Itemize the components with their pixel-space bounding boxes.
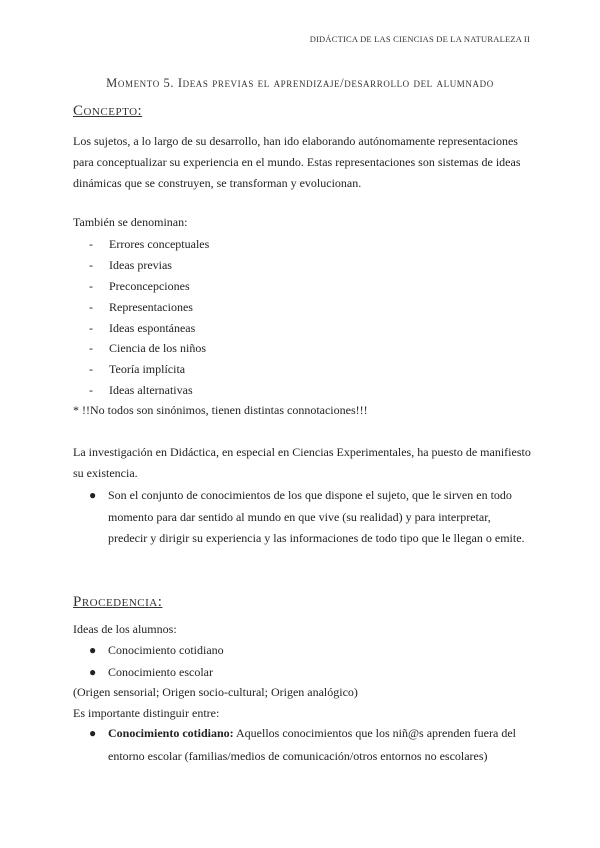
list-item: - Ideas alternativas bbox=[89, 383, 193, 398]
concepto-paragraph: Los sujetos, a lo largo de su desarrollo, han ido elaborando autónomamente representaciones para conceptualizar su experiencia en el mundo. Estas representaciones son sistemas de ideas dinámicas que se construyen, se transforman y evolucionan. bbox=[73, 134, 521, 190]
ideas-intro: Ideas de los alumnos: bbox=[73, 622, 177, 636]
list-item: - Teoría implícita bbox=[89, 362, 186, 377]
term-label: Conocimiento cotidiano: bbox=[108, 726, 234, 740]
synonyms-list bbox=[89, 234, 209, 401]
distinguish-intro: Es importante distinguir entre: bbox=[73, 706, 220, 720]
list-item: - Ciencia de los niños bbox=[89, 341, 206, 356]
term-definition-bullet bbox=[89, 722, 529, 768]
definition-text: Son el conjunto de conocimientos de los que dispone el sujeto, que le sirven en todo momento para dar sentido al mundo en que vive (su realidad) y para interpretar, predecir y dirigir su experiencia y las informaciones de todo tipo que le llegan o emite. bbox=[108, 488, 525, 545]
bullet-icon: ● bbox=[89, 643, 97, 657]
synonyms-note: * !!No todos son sinónimos, tienen distintas connotaciones!!! bbox=[73, 403, 368, 417]
list-item: - Ideas previas bbox=[89, 257, 172, 272]
list-item: ● Conocimiento cotidiano bbox=[89, 640, 529, 662]
page-title: Momento 5. Ideas previas el aprendizaje/desarrollo del alumnado bbox=[106, 76, 494, 90]
section-heading-concepto: Concepto: bbox=[73, 103, 143, 119]
list-item: - Preconcepciones bbox=[89, 278, 190, 293]
bullet-icon: ● bbox=[89, 726, 97, 740]
also-called-intro: También se denominan: bbox=[73, 215, 188, 229]
bullet-icon: ● bbox=[89, 488, 97, 502]
list-item: - Errores conceptuales bbox=[89, 237, 210, 251]
list-item: - Representaciones bbox=[89, 299, 193, 314]
list-item: - Ideas espontáneas bbox=[89, 320, 196, 335]
bullet-icon: ● bbox=[89, 664, 97, 679]
knowledge-types-list bbox=[89, 640, 529, 683]
term-text: Aquellos conocimientos que los niñ@s aprenden fuera del entorno escolar (familias/medios de comunicación/otros entornos no escolares) bbox=[108, 726, 516, 763]
research-paragraph: La investigación en Didáctica, en especial en Ciencias Experimentales, ha puesto de manifiesto su existencia. bbox=[73, 445, 531, 480]
origin-note: (Origen sensorial; Origen socio-cultural; Origen analógico) bbox=[73, 685, 358, 699]
list-item: ● Conocimiento escolar bbox=[89, 662, 529, 684]
definition-bullet bbox=[89, 485, 529, 550]
section-heading-procedencia: Procedencia: bbox=[73, 594, 163, 610]
running-header: DIDÁCTICA DE LAS CIENCIAS DE LA NATURALEZA II bbox=[309, 34, 530, 44]
